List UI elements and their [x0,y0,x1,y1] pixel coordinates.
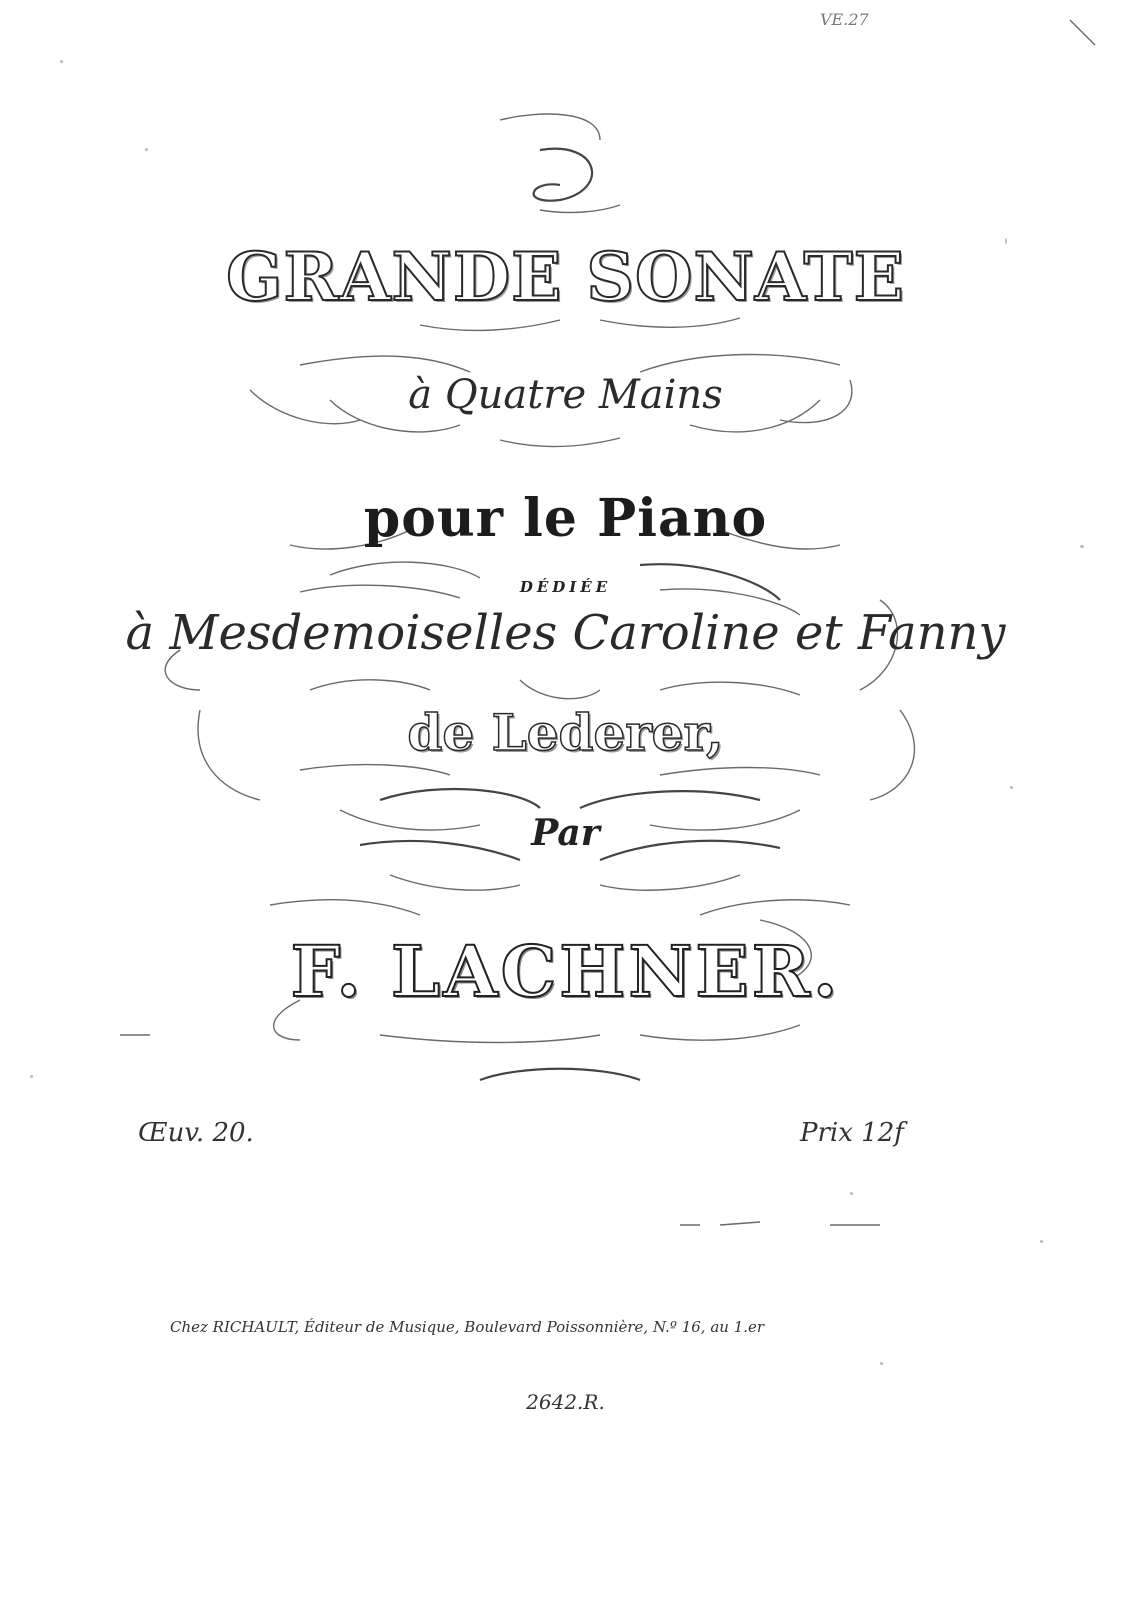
dedicatee-names: à Mesdemoiselles Caroline et Fanny [125,605,1006,661]
dedicatee-surname: de Lederer, [407,703,724,762]
scan-speck [30,1075,33,1078]
library-shelfmark: VE.27 [820,10,869,29]
instrumentation-line: à Quatre Mains [408,372,723,418]
price-label: Prix 12f [800,1118,904,1148]
scan-speck [850,1192,853,1195]
opus-number: Œuv. 20. [138,1118,254,1148]
scan-speck [145,148,148,151]
publisher-imprint: Chez RICHAULT, Éditeur de Musique, Boulevard Poissonnière, N.º 16, au 1.er [170,1318,765,1336]
scan-speck [1080,545,1084,548]
scan-speck [880,1362,883,1365]
scan-speck [1010,786,1013,789]
scan-speck [1005,238,1007,244]
work-title: GRANDE SONATE [226,238,905,316]
composer-name: F. LACHNER. [290,930,841,1013]
plate-number: 2642.R. [526,1390,605,1414]
scan-speck [60,60,63,63]
by-label: Par [531,812,600,854]
dedication-label: DÉDIÉE [519,578,612,596]
instrument-line: pour le Piano [363,488,768,549]
scan-speck [1040,1240,1043,1243]
